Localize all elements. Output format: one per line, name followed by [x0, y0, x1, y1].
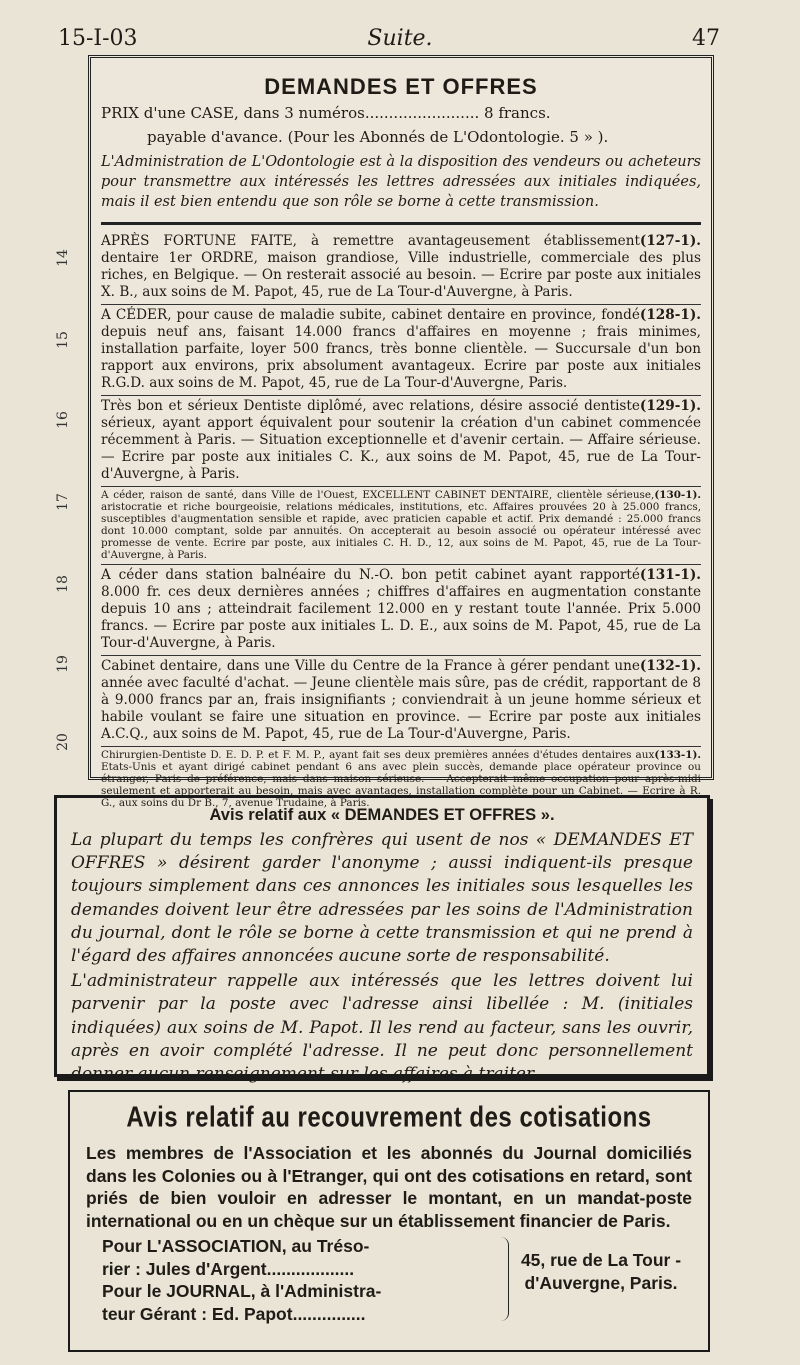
header-title: Suite. [367, 26, 433, 51]
price-line: PRIX d'une CASE, dans 3 numéros........................ 8 francs. [101, 104, 551, 122]
notice-paragraph: Les membres de l'Association et les abonnés du Journal domiciliés dans les Colonies ou à l'Etranger, qui ont des cotisations en retard, sont priés de bien vouloir en adresser le montant, en un mandat-poste international ou en un chèque sur un établissement financier de Paris. [86, 1143, 692, 1231]
notice-paragraph: L'administrateur rappelle aux intéressés que les lettres doivent lui parvenir par la poste avec l'adresse ainsi libellée : M. (initiales indiquées) aux soins de M. Papot. Il les rend au facteur, sans les ouvrir, après en avoir complété l'adresse. Il ne peut donc personnellement donner aucun renseignement sur les affaires à traiter. [71, 971, 693, 1085]
margin-number: 15 [55, 331, 71, 349]
ad-code: (130-1). [654, 489, 701, 501]
notice-title: Avis relatif au recouvrement des cotisations [126, 1101, 652, 1134]
classified-ad [101, 565, 701, 656]
classified-ad [101, 231, 701, 305]
ad-code: (129-1). [639, 398, 701, 414]
margin-number: 14 [55, 249, 71, 267]
payee-list [102, 1235, 502, 1325]
payee-line: rier : Jules d'Argent.................. [102, 1258, 355, 1279]
notice-box-anonymity [54, 795, 710, 1085]
ad-code: (133-1). [654, 749, 701, 761]
ad-text: A céder dans station balnéaire du N.-O. bon petit cabinet ayant rapporté 8.000 fr. ces deux dernières années ; chiffres d'affaires en augmentation constante depuis 10 ans ; atteindrait facilement 12.000 en y restant toute l'année. Prix 5.000 francs. — Ecrire par poste aux initiales L. D. E., aux soins de M. Papot, 45, rue de La Tour-d'Auvergne, à Paris. [101, 567, 701, 651]
notice-title: Avis relatif aux « DEMANDES ET OFFRES ». [209, 806, 555, 824]
margin-number: 18 [55, 575, 71, 593]
divider [101, 222, 701, 225]
ad-code: (127-1). [639, 233, 701, 249]
price-line-subscribers: payable d'avance. (Pour les Abonnés de L'Odontologie. 5 » ). [147, 128, 609, 146]
page-number: 47 [692, 26, 720, 51]
margin-number: 16 [55, 411, 71, 429]
margin-number: 19 [55, 655, 71, 673]
notice-box-cotisations [68, 1090, 710, 1352]
payment-addresses [86, 1235, 692, 1327]
ad-text: Très bon et sérieux Dentiste diplômé, avec relations, désire associé dentiste sérieux, ayant apport équivalent pour soutenir la création d'un cabinet commencée récemment à Paris. — Situation exceptionnelle et d'avenir certain. — Affaire sérieuse. — Ecrire par poste aux initiales C. K., aux soins de M. Papot, 45, rue de La Tour-d'Auvergne, à Paris. [101, 398, 701, 482]
ad-code: (131-1). [639, 567, 701, 583]
box-title: DEMANDES ET OFFRES [264, 74, 538, 99]
margin-line-numbers [52, 230, 74, 790]
classified-ad [101, 487, 701, 565]
classified-ad [101, 396, 701, 487]
ad-code: (128-1). [639, 307, 701, 323]
brace-icon [500, 1237, 509, 1321]
ad-text: A céder, raison de santé, dans Ville de l'Ouest, EXCELLENT CABINET DENTAIRE, clientèle sérieuse, aristocratie et riche bourgeoisie, relations médicales, institutions, etc. Affaires prouvées 20 à 25.000 francs, susceptibles d'augmentation sensible et rapide, avec praticien capable et actif. Prix demandé : 25.000 francs dont 10.000 comptant, solde par annuités. On accepterait au besoin associé ou opérateur intéressé avec promesse de vente. Ecrire par poste, aux initiales C. H. D., 12, aux soins de M. Papot, 45, rue de La Tour-d'Auvergne, à Paris. [101, 489, 701, 561]
page-header [0, 18, 800, 58]
classified-ad [101, 656, 701, 747]
margin-number: 17 [55, 493, 71, 511]
ad-text: Chirurgien-Dentiste D. E. D. P. et F. M. P., ayant fait ses deux premières années d'études dentaires aux Etats-Unis et ayant dirigé cabinet pendant 6 ans avec plein succès, demande place opérateur province ou étranger, Paris de préférence, mais dans maison sérieuse. — Accepterait même occupation pour après-midi seulement et apporterait au besoin, mais avec avantages, installation complète pour un Cabinet. — Ecrire à R. G., aux soins du Dr B., 7, avenue Trudaine, à Paris. [101, 749, 701, 809]
payee-line: Pour le JOURNAL, à l'Administra- [102, 1281, 382, 1301]
classified-ad [101, 305, 701, 396]
address: 45, rue de La Tour - d'Auvergne, Paris. [520, 1250, 682, 1293]
margin-number: 20 [55, 733, 71, 751]
box-intro: L'Administration de L'Odontologie est à la disposition des vendeurs ou acheteurs pour transmettre aux intéressés les lettres adressées aux initiales indiquées, mais il est bien entendu que son rôle se borne à cette transmission. [101, 154, 701, 210]
ad-text: APRÈS FORTUNE FAITE, à remettre avantageusement établissement dentaire 1er ORDRE, maison grandiose, Ville industrielle, commerciale des plus riches, en Belgique. — On resterait associé au besoin. — Ecrire par poste aux initiales X. B., aux soins de M. Papot, 45, rue de La Tour-d'Auvergne, à Paris. [101, 233, 701, 300]
notice-paragraph: La plupart du temps les confrères qui usent de nos « DEMANDES ET OFFRES » désirent garder l'anonyme ; aussi indiquent-ils presque toujours simplement dans ces annonces les initiales sous lesquelles les demandes doivent leur être adressées par les soins de l'Administration du journal, dont le rôle se borne à cette transmission et qui ne prend à l'égard des affaires annoncées aucune sorte de responsabilité. [71, 830, 693, 967]
ad-code: (132-1). [639, 658, 701, 674]
ad-text: A CÉDER, pour cause de maladie subite, cabinet dentaire en province, fondé depuis neuf ans, faisant 14.000 francs d'affaires en moyenne ; frais minimes, installation parfaite, loyer 500 francs, très bonne clientèle. — Succursale d'un bon rapport aux environs, prix absolument avantageux. Ecrire par poste aux initiales R.G.D. aux soins de M. Papot, 45, rue de La Tour-d'Auvergne, Paris. [101, 307, 701, 391]
payee-line: teur Gérant : Ed. Papot............... [102, 1303, 366, 1324]
header-date: 15-I-03 [58, 26, 138, 51]
payee-line: Pour L'ASSOCIATION, au Tréso- [102, 1236, 370, 1256]
ad-text: Cabinet dentaire, dans une Ville du Centre de la France à gérer pendant une année avec faculté d'achat. — Jeune clientèle mais sûre, pas de crédit, rapportant de 8 à 9.000 francs par an, frais insignifiants ; conviendrait à un jeune homme sérieux et habile voulant se faire une situation en province. — Ecrire par poste aux initiales A.C.Q., aux soins de M. Papot, 45, rue de La Tour-d'Auvergne, Paris. [101, 658, 701, 742]
demandes-offres-box [88, 55, 714, 809]
